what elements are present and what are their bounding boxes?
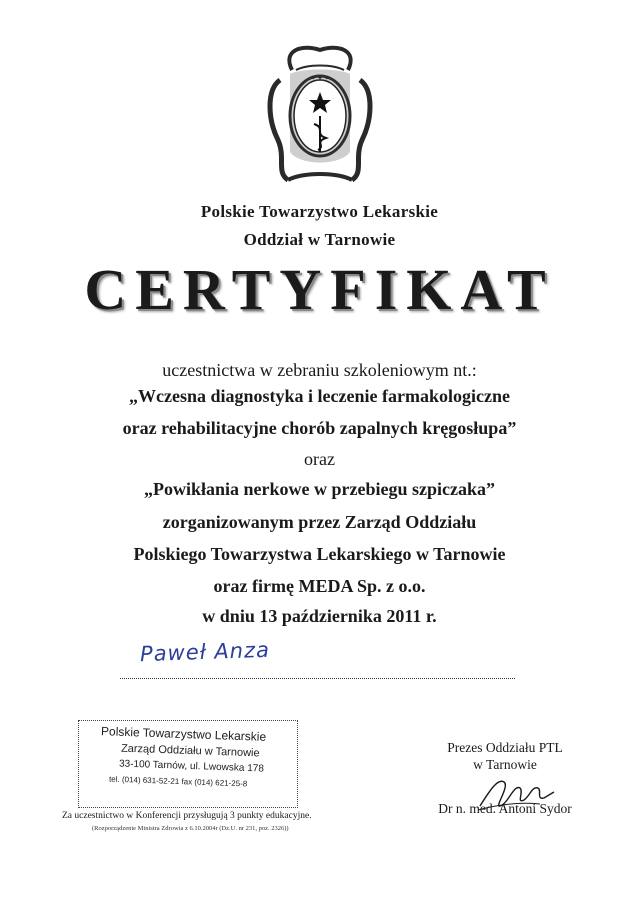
- certificate-title: CERTYFIKAT: [84, 257, 555, 322]
- signatory-name: Dr n. med. Antoni Sydor: [438, 801, 572, 816]
- medical-society-crest-icon: [262, 40, 378, 192]
- regulation-reference: (Rozporządzenie Ministra Zdrowia z 6.10.2004r (Dz.U. nr 231, poz. 2326)): [92, 825, 289, 832]
- participant-name: Paweł Anza: [139, 637, 271, 667]
- conjunction: oraz: [304, 449, 335, 469]
- topic-2: „Powikłania nerkowe w przebiegu szpiczaka”: [144, 479, 495, 499]
- organizer-line-1: zorganizowanym przez Zarząd Oddziału: [162, 512, 477, 532]
- stamp-line-2: Zarząd Oddziału w Tarnowie: [120, 742, 260, 760]
- signatory-role: Prezes Oddziału PTL: [447, 740, 563, 755]
- stamp-line-3: 33-100 Tarnów, ul. Lwowska 178: [118, 758, 265, 775]
- organization-branch: Oddział w Tarnowie: [243, 230, 396, 249]
- stamp-line-4: tel. (014) 631-52-21 fax (014) 621-25-8: [108, 774, 248, 789]
- event-date: w dniu 13 października 2011 r.: [202, 606, 437, 626]
- organizer-line-3: oraz firmę MEDA Sp. z o.o.: [213, 576, 426, 596]
- organization-name: Polskie Towarzystwo Lekarskie: [200, 202, 439, 221]
- organizer-line-2: Polskiego Towarzystwa Lekarskiego w Tarnowie: [133, 544, 506, 564]
- stamp-line-1: Polskie Towarzystwo Lekarskie: [100, 724, 267, 744]
- certificate-intro: uczestnictwa w zebraniu szkoleniowym nt.:: [162, 360, 477, 380]
- participant-name-line: [120, 678, 515, 679]
- organization-stamp: [78, 720, 298, 808]
- topic-1-line-2: oraz rehabilitacyjne chorób zapalnych kręgosłupa”: [122, 418, 517, 438]
- svg-text:✦ ✦ ✦: ✦ ✦ ✦: [310, 76, 330, 82]
- topic-1-line-1: „Wczesna diagnostyka i leczenie farmakologiczne: [129, 386, 510, 406]
- signatory-place: w Tarnowie: [473, 757, 537, 772]
- education-points-note: Za uczestnictwo w Konferencji przysługują 3 punkty edukacyjne.: [62, 811, 312, 821]
